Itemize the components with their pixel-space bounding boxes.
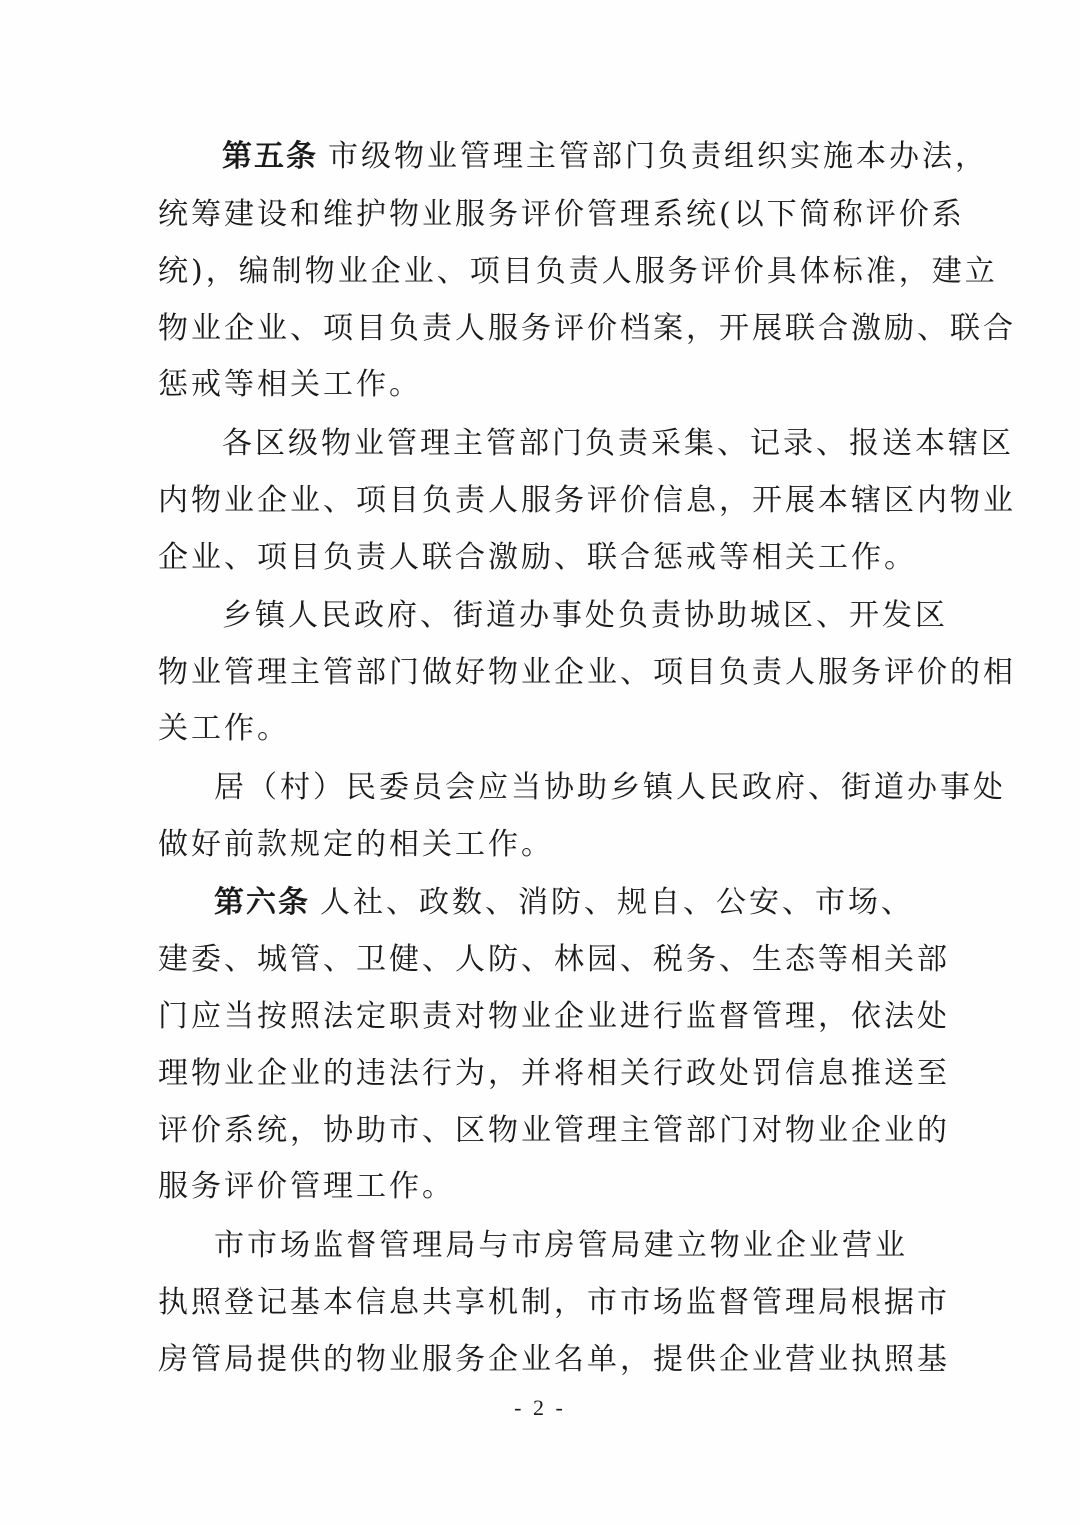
article5-p1-line1-text: 市级物业管理主管部门负责组织实施本办法， <box>328 139 988 174</box>
article5-p1-line2: 统筹建设和维护物业服务评价管理系统(以下简称评价系 <box>158 197 965 232</box>
article6-p1-line6: 服务评价管理工作。 <box>158 1169 455 1204</box>
article5-heading: 第五条 <box>222 139 318 174</box>
article6-p1-line5: 评价系统，协助市、区物业管理主管部门对物业企业的 <box>158 1113 950 1148</box>
article5-p4-line2: 做好前款规定的相关工作。 <box>158 827 554 862</box>
article5-p2-line3: 企业、项目负责人联合激励、联合惩戒等相关工作。 <box>158 540 917 575</box>
page-number: - 2 - <box>514 1395 566 1420</box>
article6-line1 <box>214 883 914 923</box>
article5-p1-line3: 统)，编制物业企业、项目负责人服务评价具体标准，建立 <box>158 254 998 289</box>
article5-p4-line1: 居（村）民委员会应当协助乡镇人民政府、街道办事处 <box>214 770 1006 805</box>
article6-heading: 第六条 <box>214 885 310 920</box>
article5-p2-line1: 各区级物业管理主管部门负责采集、记录、报送本辖区 <box>222 426 1014 461</box>
article6-p1-line4: 理物业企业的违法行为，并将相关行政处罚信息推送至 <box>158 1056 950 1091</box>
article5-line1 <box>222 137 988 177</box>
article6-p2-line1: 市市场监督管理局与市房管局建立物业企业营业 <box>214 1228 908 1263</box>
article5-p3-line3: 关工作。 <box>158 711 290 746</box>
article6-p1-line1-text: 人社、政数、消防、规自、公安、市场、 <box>320 885 914 920</box>
article5-p3-line1: 乡镇人民政府、街道办事处负责协助城区、开发区 <box>222 598 948 633</box>
article6-p1-line2: 建委、城管、卫健、人防、林园、税务、生态等相关部 <box>158 942 950 977</box>
article5-p1-line5: 惩戒等相关工作。 <box>158 367 422 402</box>
article5-p2-line2: 内物业企业、项目负责人服务评价信息，开展本辖区内物业 <box>158 483 1016 518</box>
article6-p2-line2: 执照登记基本信息共享机制，市市场监督管理局根据市 <box>158 1285 950 1320</box>
article5-p1-line4: 物业企业、项目负责人服务评价档案，开展联合激励、联合 <box>158 311 1016 346</box>
article6-p1-line3: 门应当按照法定职责对物业企业进行监督管理，依法处 <box>158 999 950 1034</box>
article5-p3-line2: 物业管理主管部门做好物业企业、项目负责人服务评价的相 <box>158 655 1016 690</box>
article6-p2-line3: 房管局提供的物业服务企业名单，提供企业营业执照基 <box>158 1342 950 1377</box>
